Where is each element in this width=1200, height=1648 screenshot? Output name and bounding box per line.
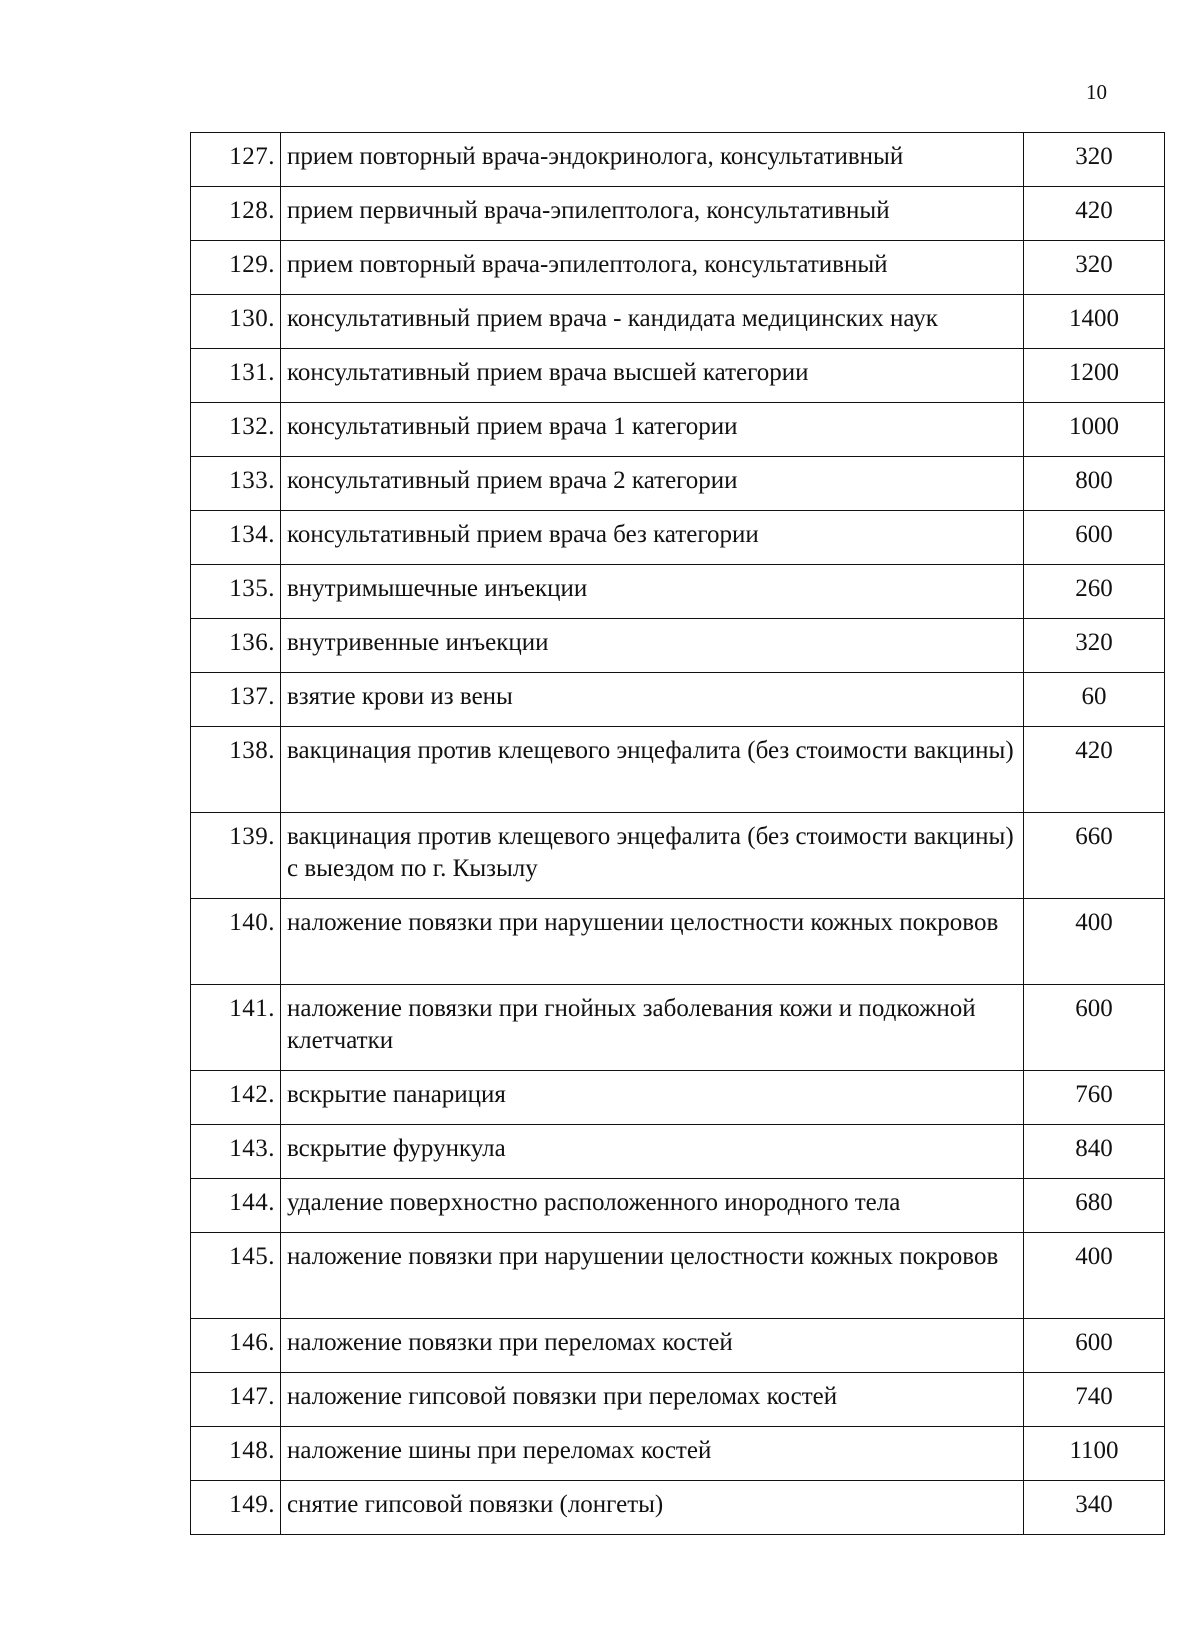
service-price: 660 [1024, 813, 1165, 899]
service-price: 60 [1024, 673, 1165, 727]
service-price: 420 [1024, 727, 1165, 813]
row-number: 128. [191, 187, 281, 241]
row-number: 127. [191, 133, 281, 187]
service-name: вакцинация против клещевого энцефалита (без стоимости вакцины) [281, 727, 1024, 813]
row-number: 145. [191, 1233, 281, 1319]
table-row [191, 1179, 1165, 1233]
service-name: прием повторный врача-эпилептолога, консультативный [281, 241, 1024, 295]
row-number: 147. [191, 1373, 281, 1427]
service-price: 1000 [1024, 403, 1165, 457]
service-name: вакцинация против клещевого энцефалита (без стоимости вакцины) с выездом по г. Кызылу [281, 813, 1024, 899]
table-row [191, 565, 1165, 619]
service-name: прием повторный врача-эндокринолога, консультативный [281, 133, 1024, 187]
service-name: консультативный прием врача 1 категории [281, 403, 1024, 457]
table-row [191, 457, 1165, 511]
page-number: 10 [1086, 80, 1107, 104]
row-number: 130. [191, 295, 281, 349]
row-number: 133. [191, 457, 281, 511]
service-name: консультативный прием врача без категории [281, 511, 1024, 565]
table-row [191, 133, 1165, 187]
service-name: наложение шины при переломах костей [281, 1427, 1024, 1481]
table-row [191, 1071, 1165, 1125]
row-number: 129. [191, 241, 281, 295]
service-price: 320 [1024, 619, 1165, 673]
table-row [191, 727, 1165, 813]
table-row [191, 813, 1165, 899]
table-row [191, 619, 1165, 673]
service-price: 1200 [1024, 349, 1165, 403]
service-price: 800 [1024, 457, 1165, 511]
table-row [191, 295, 1165, 349]
row-number: 149. [191, 1481, 281, 1535]
table-row [191, 985, 1165, 1071]
service-price: 600 [1024, 1319, 1165, 1373]
service-price: 600 [1024, 511, 1165, 565]
service-price: 320 [1024, 241, 1165, 295]
row-number: 144. [191, 1179, 281, 1233]
table-row [191, 403, 1165, 457]
table-row [191, 349, 1165, 403]
service-name: вскрытие панариция [281, 1071, 1024, 1125]
row-number: 131. [191, 349, 281, 403]
service-price: 680 [1024, 1179, 1165, 1233]
row-number: 132. [191, 403, 281, 457]
row-number: 134. [191, 511, 281, 565]
row-number: 136. [191, 619, 281, 673]
table-row [191, 1233, 1165, 1319]
service-name: наложение повязки при гнойных заболевания кожи и подкожной клетчатки [281, 985, 1024, 1071]
service-price: 420 [1024, 187, 1165, 241]
table-row [191, 1319, 1165, 1373]
table-row [191, 511, 1165, 565]
service-name: прием первичный врача-эпилептолога, консультативный [281, 187, 1024, 241]
table-row [191, 899, 1165, 985]
service-name: наложение повязки при нарушении целостности кожных покровов [281, 1233, 1024, 1319]
service-price: 400 [1024, 899, 1165, 985]
row-number: 143. [191, 1125, 281, 1179]
service-price: 1100 [1024, 1427, 1165, 1481]
service-name: консультативный прием врача 2 категории [281, 457, 1024, 511]
service-name: взятие крови из вены [281, 673, 1024, 727]
price-list-body [191, 133, 1165, 1535]
service-name: вскрытие фурункула [281, 1125, 1024, 1179]
service-price: 1400 [1024, 295, 1165, 349]
service-name: внутримышечные инъекции [281, 565, 1024, 619]
table-row [191, 1373, 1165, 1427]
service-price: 340 [1024, 1481, 1165, 1535]
service-price: 760 [1024, 1071, 1165, 1125]
service-name: внутривенные инъекции [281, 619, 1024, 673]
service-name: удаление поверхностно расположенного инородного тела [281, 1179, 1024, 1233]
service-price: 400 [1024, 1233, 1165, 1319]
row-number: 139. [191, 813, 281, 899]
table-row [191, 241, 1165, 295]
service-name: наложение гипсовой повязки при переломах костей [281, 1373, 1024, 1427]
row-number: 138. [191, 727, 281, 813]
row-number: 135. [191, 565, 281, 619]
table-row [191, 1481, 1165, 1535]
service-price: 260 [1024, 565, 1165, 619]
row-number: 146. [191, 1319, 281, 1373]
service-name: снятие гипсовой повязки (лонгеты) [281, 1481, 1024, 1535]
table-row [191, 1427, 1165, 1481]
table-row [191, 673, 1165, 727]
service-price: 320 [1024, 133, 1165, 187]
service-price: 740 [1024, 1373, 1165, 1427]
price-list-table [190, 132, 1165, 1535]
service-price: 840 [1024, 1125, 1165, 1179]
service-name: консультативный прием врача высшей категории [281, 349, 1024, 403]
service-name: наложение повязки при нарушении целостности кожных покровов [281, 899, 1024, 985]
row-number: 142. [191, 1071, 281, 1125]
row-number: 140. [191, 899, 281, 985]
row-number: 137. [191, 673, 281, 727]
table-row [191, 187, 1165, 241]
row-number: 141. [191, 985, 281, 1071]
row-number: 148. [191, 1427, 281, 1481]
table-row [191, 1125, 1165, 1179]
service-name: наложение повязки при переломах костей [281, 1319, 1024, 1373]
service-price: 600 [1024, 985, 1165, 1071]
service-name: консультативный прием врача - кандидата медицинских наук [281, 295, 1024, 349]
